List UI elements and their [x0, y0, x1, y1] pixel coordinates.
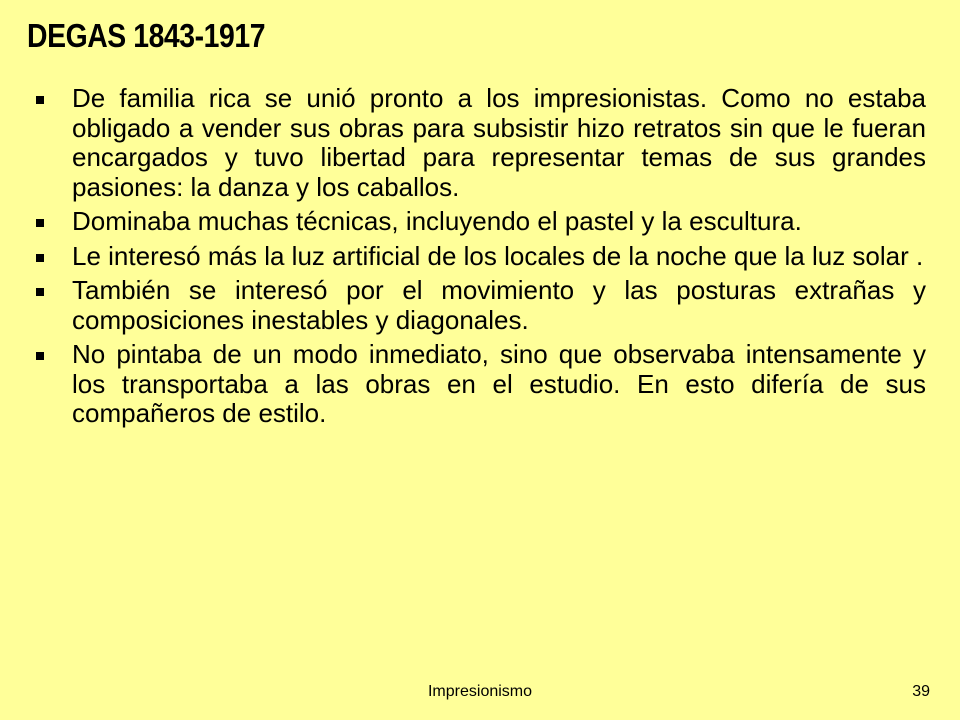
square-bullet-icon: [36, 254, 44, 262]
bullet-text: También se interesó por el movimiento y las posturas extrañas y composiciones inestables y diagonales.: [72, 275, 926, 335]
bullet-item: [36, 242, 926, 272]
square-bullet-icon: [36, 219, 44, 227]
bullet-item: [36, 340, 926, 429]
bullet-item: [36, 207, 926, 237]
square-bullet-icon: [36, 352, 44, 360]
page-number: 39: [912, 683, 930, 700]
bullet-item: [36, 276, 926, 335]
bullet-text: No pintaba de un modo inmediato, sino que observaba intensamente y los transportaba a las obras en el estudio. En esto difería de sus compañeros de estilo.: [72, 339, 926, 428]
footer-label: Impresionismo: [427, 683, 533, 700]
square-bullet-icon: [36, 288, 44, 296]
bullet-text: De familia rica se unió pronto a los impresionistas. Como no estaba obligado a vender sus obras para subsistir hizo retratos sin que le fueran encargados y tuvo libertad para representar temas de sus grandes pasiones: la danza y los caballos.: [72, 83, 926, 202]
square-bullet-icon: [36, 96, 44, 104]
bullet-text: Le interesó más la luz artificial de los locales de la noche que la luz solar .: [72, 240, 924, 271]
bullet-item: [36, 84, 926, 202]
bullet-list: [36, 84, 926, 434]
bullet-text: Dominaba muchas técnicas, incluyendo el pastel y la escultura.: [72, 206, 802, 236]
slide-title: DEGAS 1843-1917: [27, 17, 266, 54]
